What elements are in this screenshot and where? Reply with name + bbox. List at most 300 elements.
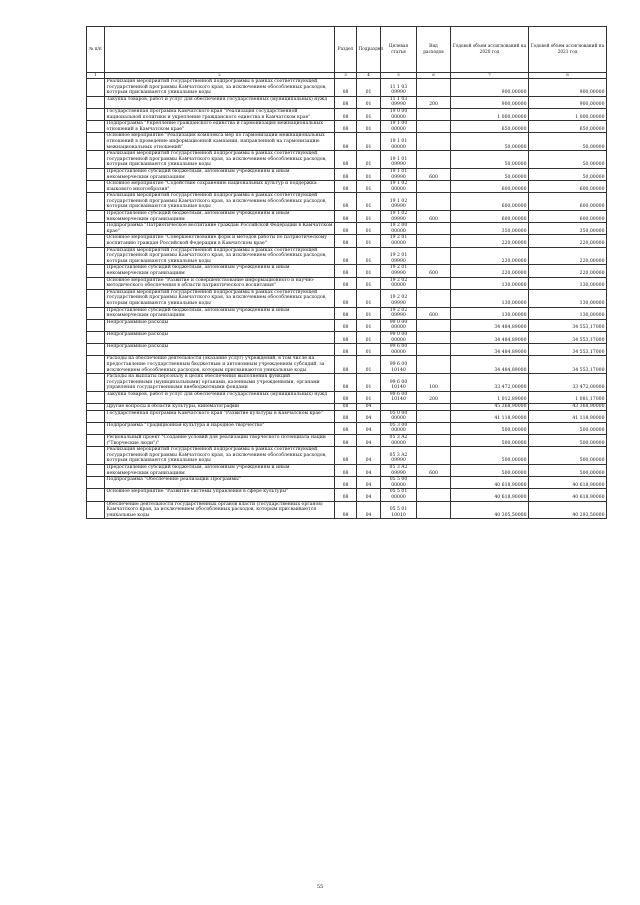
row-2021-cell: 220,00000 (529, 235, 607, 247)
table-row (87, 489, 607, 501)
row-article-cell: 19 1 02 09990 (381, 193, 417, 211)
row-expense-type-cell: 100 (417, 374, 451, 392)
row-expense-type-cell: 600 (417, 465, 451, 477)
row-expense-type-cell (417, 133, 451, 151)
row-2021-cell: 1 000,00000 (529, 108, 607, 120)
row-name-cell: Реализация мероприятий государственной подпрограммы в рамках соответствующей государственной программы Камчатского края, за исключением обособленных расходов, которым присваиваются уникальные коды (105, 193, 335, 211)
row-2021-cell: 41 118,90000 (529, 410, 607, 422)
row-2021-cell: 650,00000 (529, 121, 607, 133)
row-section-cell: 08 (335, 96, 357, 108)
table-row (87, 223, 607, 235)
row-name-cell: Предоставление субсидий бюджетным, автономным учреждениям и иным некоммерческим организациям (105, 265, 335, 277)
row-2020-cell: 1 012,89000 (451, 391, 529, 403)
row-2020-cell: 220,00000 (451, 265, 529, 277)
row-expense-type-cell: 600 (417, 265, 451, 277)
table-row (87, 465, 607, 477)
column-number: 8 (529, 73, 607, 79)
row-subsection-cell: 01 (357, 121, 381, 133)
row-index-cell (87, 391, 105, 403)
row-subsection-cell: 01 (357, 356, 381, 374)
column-number: 2 (105, 73, 335, 79)
row-2020-cell: 50,00000 (451, 168, 529, 180)
header-section: Раздел (335, 27, 357, 73)
table-row (87, 193, 607, 211)
row-article-cell: 19 2 01 09990 (381, 265, 417, 277)
budget-table (86, 26, 607, 519)
row-section-cell: 08 (335, 247, 357, 265)
table-row (87, 181, 607, 193)
row-subsection-cell: 01 (357, 79, 381, 97)
row-subsection-cell: 01 (357, 344, 381, 356)
table-row (87, 374, 607, 392)
row-index-cell (87, 289, 105, 307)
table-row (87, 121, 607, 133)
row-expense-type-cell (417, 477, 451, 489)
row-2020-cell: 600,00000 (451, 193, 529, 211)
row-2020-cell: 40 618,90000 (451, 489, 529, 501)
row-2021-cell: 50,00000 (529, 133, 607, 151)
row-2020-cell: 34 484,89000 (451, 344, 529, 356)
row-subsection-cell: 01 (357, 108, 381, 120)
row-expense-type-cell (417, 181, 451, 193)
row-name-cell: Расходы на выплаты персоналу в целях обеспечения выполнения функций государственными (муниципальными) органами, казенными учреждениями, органами управления государственными внебюджетными фондами (105, 374, 335, 392)
row-index-cell (87, 374, 105, 392)
row-index-cell (87, 108, 105, 120)
row-2021-cell: 130,00000 (529, 277, 607, 289)
row-index-cell (87, 265, 105, 277)
row-2021-cell: 34 553,17000 (529, 331, 607, 343)
row-section-cell: 08 (335, 307, 357, 319)
row-2021-cell: 50,00000 (529, 151, 607, 169)
row-name-cell: Подпрограмма "Патриотическое воспитание граждан Российской Федерации в Камчатском крае" (105, 223, 335, 235)
row-article-cell: 11 1 03 09990 (381, 79, 417, 97)
row-article-cell: 05 3 A2 09990 (381, 465, 417, 477)
row-2020-cell: 220,00000 (451, 235, 529, 247)
table-row (87, 211, 607, 223)
row-expense-type-cell (417, 489, 451, 501)
row-section-cell: 08 (335, 277, 357, 289)
row-name-cell: Реализация мероприятий государственной подпрограммы в рамках соответствующей государственной программы Камчатского края, за исключением обособленных расходов, которым присваиваются уникальные коды (105, 447, 335, 465)
row-article-cell (381, 404, 417, 411)
row-article-cell: 19 2 02 09990 (381, 289, 417, 307)
row-2021-cell: 900,00000 (529, 79, 607, 97)
header-2021: Годовой объем ассигнований на 2021 год (529, 27, 607, 73)
row-2020-cell: 900,00000 (451, 79, 529, 97)
row-expense-type-cell (417, 235, 451, 247)
row-index-cell (87, 181, 105, 193)
row-article-cell: 19 1 01 09990 (381, 168, 417, 180)
row-section-cell: 08 (335, 465, 357, 477)
row-subsection-cell: 04 (357, 447, 381, 465)
row-name-cell: Подпрограмма "Укрепление гражданского единства и гармонизация межнациональных отношений в Камчатском крае" (105, 121, 335, 133)
header-index: № п/п (87, 27, 105, 73)
row-article-cell: 19 1 02 09990 (381, 211, 417, 223)
row-name-cell: Реализация мероприятий государственной подпрограммы в рамках соответствующей государственной программы Камчатского края, за исключением обособленных расходов, которым присваиваются уникальные коды (105, 151, 335, 169)
row-2021-cell: 500,00000 (529, 435, 607, 447)
table-row (87, 307, 607, 319)
row-subsection-cell: 04 (357, 489, 381, 501)
row-section-cell: 08 (335, 168, 357, 180)
row-subsection-cell: 01 (357, 319, 381, 331)
table-row (87, 277, 607, 289)
row-2020-cell: 33 472,00000 (451, 374, 529, 392)
row-article-cell: 19 2 02 00000 (381, 277, 417, 289)
row-2020-cell: 34 484,89000 (451, 356, 529, 374)
row-section-cell: 08 (335, 151, 357, 169)
row-section-cell: 08 (335, 289, 357, 307)
row-name-cell: Реализация мероприятий государственной подпрограммы в рамках соответствующей государственной программы Камчатского края, за исключением обособленных расходов, которым присваиваются уникальные коды (105, 79, 335, 97)
row-name-cell: Государственная программа Камчатского края "Развитие культуры в Камчатском крае" (105, 410, 335, 422)
row-subsection-cell: 04 (357, 422, 381, 434)
row-2020-cell: 500,00000 (451, 435, 529, 447)
row-2020-cell: 50,00000 (451, 151, 529, 169)
row-name-cell: Предоставление субсидий бюджетным, автономным учреждениям и иным некоммерческим организациям (105, 211, 335, 223)
table-row (87, 247, 607, 265)
table-row (87, 96, 607, 108)
row-index-cell (87, 422, 105, 434)
row-2021-cell: 600,00000 (529, 211, 607, 223)
row-index-cell (87, 247, 105, 265)
table-row (87, 422, 607, 434)
row-2021-cell: 600,00000 (529, 193, 607, 211)
row-index-cell (87, 356, 105, 374)
row-section-cell: 08 (335, 265, 357, 277)
budget-table-sheet (86, 26, 606, 519)
row-index-cell (87, 435, 105, 447)
column-number: 3 (335, 73, 357, 79)
row-2020-cell: 220,00000 (451, 247, 529, 265)
row-subsection-cell: 04 (357, 435, 381, 447)
row-section-cell: 08 (335, 181, 357, 193)
table-row (87, 344, 607, 356)
row-2020-cell: 45 368,90000 (451, 404, 529, 411)
row-subsection-cell: 01 (357, 247, 381, 265)
row-name-cell: Непрограммные расходы (105, 331, 335, 343)
row-article-cell: 11 1 03 09990 (381, 96, 417, 108)
row-article-cell: 05 3 A2 00000 (381, 435, 417, 447)
row-section-cell: 08 (335, 79, 357, 97)
row-expense-type-cell (417, 331, 451, 343)
row-expense-type-cell: 600 (417, 307, 451, 319)
row-expense-type-cell (417, 410, 451, 422)
row-subsection-cell: 01 (357, 391, 381, 403)
column-number: 1 (87, 73, 105, 79)
row-expense-type-cell (417, 193, 451, 211)
row-article-cell: 19 2 02 09990 (381, 307, 417, 319)
row-index-cell (87, 168, 105, 180)
row-section-cell: 08 (335, 133, 357, 151)
row-expense-type-cell (417, 247, 451, 265)
row-expense-type-cell (417, 108, 451, 120)
row-article-cell: 19 2 01 00000 (381, 235, 417, 247)
row-2021-cell: 34 553,17000 (529, 356, 607, 374)
header-subsection: Подраздел (357, 27, 381, 73)
row-2020-cell: 130,00000 (451, 289, 529, 307)
row-2020-cell: 600,00000 (451, 181, 529, 193)
row-index-cell (87, 79, 105, 97)
row-index-cell (87, 477, 105, 489)
page-number: 55 (316, 884, 324, 890)
row-2020-cell: 650,00000 (451, 121, 529, 133)
row-subsection-cell: 04 (357, 465, 381, 477)
header-expense-type: Вид расходов (417, 27, 451, 73)
row-article-cell: 05 5 01 10010 (381, 501, 417, 519)
row-expense-type-cell: 600 (417, 168, 451, 180)
header-article: Целевая статья (381, 27, 417, 73)
row-2020-cell: 40 305,50000 (451, 501, 529, 519)
row-subsection-cell: 01 (357, 211, 381, 223)
row-2021-cell: 34 553,17000 (529, 319, 607, 331)
row-subsection-cell: 01 (357, 374, 381, 392)
row-index-cell (87, 133, 105, 151)
row-2020-cell: 350,00000 (451, 223, 529, 235)
row-2020-cell: 900,00000 (451, 96, 529, 108)
row-name-cell: Непрограммные расходы (105, 344, 335, 356)
row-2021-cell: 350,00000 (529, 223, 607, 235)
row-subsection-cell: 04 (357, 501, 381, 519)
row-subsection-cell: 01 (357, 96, 381, 108)
row-name-cell: Реализация мероприятий государственной подпрограммы в рамках соответствующей государственной программы Камчатского края, за исключением обособленных расходов, которым присваиваются уникальные коды (105, 247, 335, 265)
row-subsection-cell: 01 (357, 289, 381, 307)
row-index-cell (87, 223, 105, 235)
row-2021-cell: 220,00000 (529, 265, 607, 277)
row-section-cell: 08 (335, 391, 357, 403)
row-name-cell: Другие вопросы в области культуры, кинематографии (105, 404, 335, 411)
row-subsection-cell: 04 (357, 477, 381, 489)
row-2020-cell: 500,00000 (451, 422, 529, 434)
row-article-cell: 05 5 01 00000 (381, 489, 417, 501)
row-section-cell: 08 (335, 331, 357, 343)
row-subsection-cell: 04 (357, 404, 381, 411)
row-index-cell (87, 410, 105, 422)
row-2020-cell: 40 618,90000 (451, 477, 529, 489)
row-2021-cell: 500,00000 (529, 422, 607, 434)
row-subsection-cell: 01 (357, 151, 381, 169)
row-article-cell: 99 6 00 10140 (381, 391, 417, 403)
header-2020: Годовой объем ассигнований на 2020 год (451, 27, 529, 73)
row-name-cell: Расходы на обеспечение деятельности (оказание услуг) учреждений, в том числе на предоставление государственным бюджетным и автономным учреждениям субсидий, за исключением обособленных расходов, которым присваиваются уникальные коды (105, 356, 335, 374)
table-header-row (87, 27, 607, 73)
row-2020-cell: 1 000,00000 (451, 108, 529, 120)
row-section-cell: 08 (335, 435, 357, 447)
row-article-cell: 99 0 00 00000 (381, 319, 417, 331)
table-row (87, 151, 607, 169)
row-name-cell: Обеспечение деятельности государственных органов власти (государственных органов) Камчатского края, за исключением обособленных расходов, которым присваиваются уникальные коды (105, 501, 335, 519)
row-name-cell: Основное мероприятие "Развитие и совершенствование информационного и научно-методического обеспечения в области патриотического воспитания" (105, 277, 335, 289)
row-2021-cell: 40 293,50000 (529, 501, 607, 519)
row-subsection-cell: 01 (357, 307, 381, 319)
row-2020-cell: 130,00000 (451, 307, 529, 319)
row-expense-type-cell (417, 319, 451, 331)
row-article-cell: 19 1 00 00000 (381, 121, 417, 133)
column-number: 5 (381, 73, 417, 79)
row-subsection-cell: 01 (357, 235, 381, 247)
row-section-cell: 08 (335, 489, 357, 501)
column-number: 7 (451, 73, 529, 79)
row-name-cell: Основное мероприятие "Развитие системы управления в сфере культуры" (105, 489, 335, 501)
table-row (87, 410, 607, 422)
row-expense-type-cell (417, 79, 451, 97)
row-expense-type-cell (417, 289, 451, 307)
row-section-cell: 08 (335, 319, 357, 331)
row-section-cell: 08 (335, 374, 357, 392)
row-article-cell: 99 6 00 00000 (381, 344, 417, 356)
table-row (87, 235, 607, 247)
row-expense-type-cell (417, 344, 451, 356)
row-2020-cell: 34 484,89000 (451, 319, 529, 331)
row-name-cell: Подпрограмма "Традиционная культура и народное творчество" (105, 422, 335, 434)
row-article-cell: 99 0 00 00000 (381, 331, 417, 343)
row-2020-cell: 500,00000 (451, 447, 529, 465)
row-index-cell (87, 501, 105, 519)
row-section-cell: 08 (335, 410, 357, 422)
row-index-cell (87, 465, 105, 477)
row-expense-type-cell (417, 447, 451, 465)
row-name-cell: Основное мероприятие "Совершенствование форм и методов работы по патриотическому воспитанию граждан Российской Федерации в Камчатском крае" (105, 235, 335, 247)
table-row (87, 108, 607, 120)
row-subsection-cell: 01 (357, 223, 381, 235)
row-2020-cell: 130,00000 (451, 277, 529, 289)
row-2021-cell: 34 553,17000 (529, 344, 607, 356)
row-index-cell (87, 344, 105, 356)
row-index-cell (87, 151, 105, 169)
row-expense-type-cell (417, 501, 451, 519)
row-2021-cell: 500,00000 (529, 447, 607, 465)
row-index-cell (87, 307, 105, 319)
row-article-cell: 99 6 00 10140 (381, 374, 417, 392)
table-row (87, 168, 607, 180)
row-2020-cell: 500,00000 (451, 465, 529, 477)
row-subsection-cell: 01 (357, 265, 381, 277)
row-expense-type-cell (417, 151, 451, 169)
row-index-cell (87, 489, 105, 501)
row-2021-cell: 33 472,00000 (529, 374, 607, 392)
row-subsection-cell: 01 (357, 133, 381, 151)
row-2021-cell: 130,00000 (529, 307, 607, 319)
row-name-cell: Подпрограмма "Обеспечение реализации Программы" (105, 477, 335, 489)
row-section-cell: 08 (335, 501, 357, 519)
row-section-cell: 08 (335, 447, 357, 465)
row-section-cell: 08 (335, 344, 357, 356)
row-section-cell: 08 (335, 235, 357, 247)
row-name-cell: Непрограммные расходы (105, 319, 335, 331)
row-name-cell: Основное мероприятие "Реализация комплекса мер по гармонизации межнациональных отношений в проведение информационной кампании, направленной на гармонизацию межнациональных отношений" (105, 133, 335, 151)
row-name-cell: Основное мероприятие "Содействие сохранению национальных культур и поддержка языкового многообразия" (105, 181, 335, 193)
row-expense-type-cell (417, 356, 451, 374)
row-index-cell (87, 235, 105, 247)
row-index-cell (87, 447, 105, 465)
row-2021-cell: 50,00000 (529, 168, 607, 180)
column-number: 4 (357, 73, 381, 79)
row-expense-type-cell (417, 223, 451, 235)
table-row (87, 477, 607, 489)
table-row (87, 79, 607, 97)
row-subsection-cell: 04 (357, 410, 381, 422)
row-2021-cell: 1 081,17000 (529, 391, 607, 403)
table-row (87, 265, 607, 277)
row-article-cell: 19 1 02 00000 (381, 181, 417, 193)
row-name-cell: Предоставление субсидий бюджетным, автономным учреждениям и иным некоммерческим организациям (105, 168, 335, 180)
row-index-cell (87, 331, 105, 343)
row-2021-cell: 43 368,90000 (529, 404, 607, 411)
row-subsection-cell: 01 (357, 193, 381, 211)
row-expense-type-cell: 600 (417, 211, 451, 223)
row-2021-cell: 40 618,90000 (529, 489, 607, 501)
row-name-cell: Предоставление субсидий бюджетным, автономным учреждениям и иным некоммерческим организациям (105, 465, 335, 477)
row-article-cell: 05 5 00 00000 (381, 477, 417, 489)
row-article-cell: 19 2 01 09990 (381, 247, 417, 265)
row-article-cell: 05 3 00 00000 (381, 422, 417, 434)
row-name-cell: Закупка товаров, работ и услуг для обеспечения государственных (муниципальных) нужд (105, 96, 335, 108)
table-row (87, 356, 607, 374)
row-section-cell: 08 (335, 356, 357, 374)
row-2021-cell: 40 618,90000 (529, 477, 607, 489)
row-article-cell: 99 6 00 10140 (381, 356, 417, 374)
row-article-cell: 19 2 00 00000 (381, 223, 417, 235)
row-article-cell: 19 1 01 00000 (381, 133, 417, 151)
row-index-cell (87, 277, 105, 289)
row-subsection-cell: 01 (357, 277, 381, 289)
row-index-cell (87, 96, 105, 108)
row-name-cell: Предоставление субсидий бюджетным, автономным учреждениям и иным некоммерческим организациям (105, 307, 335, 319)
row-index-cell (87, 121, 105, 133)
header-name (105, 27, 335, 73)
column-number: 6 (417, 73, 451, 79)
row-2020-cell: 41 118,90000 (451, 410, 529, 422)
row-subsection-cell: 01 (357, 181, 381, 193)
row-2020-cell: 600,00000 (451, 211, 529, 223)
row-expense-type-cell (417, 435, 451, 447)
row-2021-cell: 900,00000 (529, 96, 607, 108)
row-section-cell: 08 (335, 211, 357, 223)
table-row (87, 319, 607, 331)
row-section-cell: 08 (335, 121, 357, 133)
row-2021-cell: 220,00000 (529, 247, 607, 265)
row-name-cell: Региональный проект "Создание условий для реализации творческого потенциала нации ("Творческие люди")" (105, 435, 335, 447)
row-article-cell: 19 0 00 00000 (381, 108, 417, 120)
row-article-cell: 05 3 A2 09990 (381, 447, 417, 465)
row-expense-type-cell (417, 422, 451, 434)
table-row (87, 501, 607, 519)
row-2021-cell: 500,00000 (529, 465, 607, 477)
table-row (87, 289, 607, 307)
row-section-cell: 08 (335, 477, 357, 489)
row-expense-type-cell (417, 277, 451, 289)
row-section-cell: 08 (335, 404, 357, 411)
row-2020-cell: 34 484,89000 (451, 331, 529, 343)
table-row (87, 435, 607, 447)
table-row (87, 133, 607, 151)
row-index-cell (87, 404, 105, 411)
row-expense-type-cell (417, 121, 451, 133)
row-article-cell: 05 0 00 00000 (381, 410, 417, 422)
row-section-cell: 08 (335, 193, 357, 211)
row-expense-type-cell: 200 (417, 96, 451, 108)
table-row (87, 447, 607, 465)
row-2020-cell: 50,00000 (451, 133, 529, 151)
row-name-cell: Реализация мероприятий государственной подпрограммы в рамках соответствующей государственной программы Камчатского края, за исключением обособленных расходов, которым присваиваются уникальные коды (105, 289, 335, 307)
row-name-cell: Закупка товаров, работ и услуг для обеспечения государственных (муниципальных) нужд (105, 391, 335, 403)
row-2021-cell: 600,00000 (529, 181, 607, 193)
row-section-cell: 08 (335, 108, 357, 120)
table-row (87, 404, 607, 411)
row-index-cell (87, 319, 105, 331)
row-index-cell (87, 211, 105, 223)
row-article-cell: 19 1 01 09990 (381, 151, 417, 169)
row-section-cell: 08 (335, 223, 357, 235)
row-expense-type-cell (417, 404, 451, 411)
table-row (87, 391, 607, 403)
